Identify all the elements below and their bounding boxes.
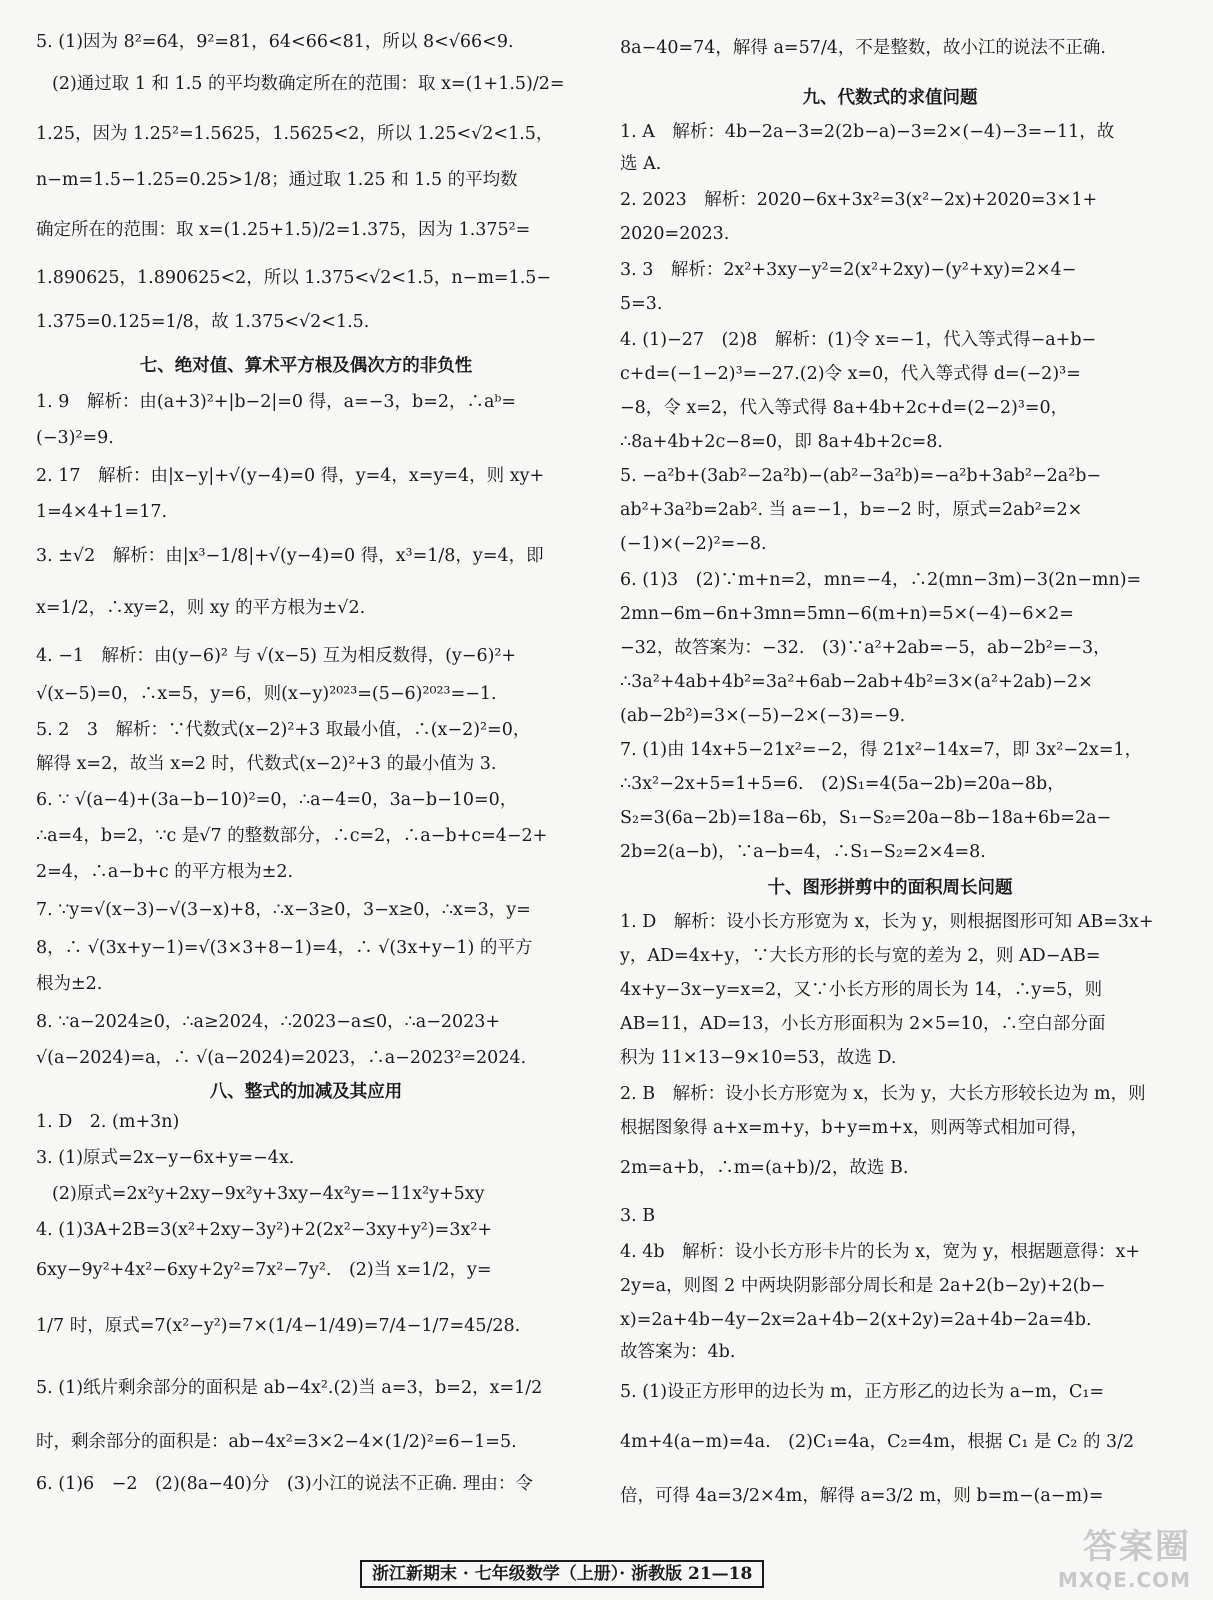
text-line: 5. (1)因为 8²=64，9²=81，64<66<81，所以 8<√66<9. xyxy=(36,32,514,52)
text-line: 根据图象得 a+x=m+y，b+y=m+x，则两等式相加可得， xyxy=(620,1118,1088,1138)
text-line: 2b=2(a−b)，∵a−b=4，∴S₁−S₂=2×4=8. xyxy=(620,842,986,862)
text-line: 5. (1)纸片剩余部分的面积是 ab−4x².(2)当 a=3，b=2，x=1/2 xyxy=(36,1378,543,1398)
text-line: 8，∴ √(3x+y−1)=√(3×3+8−1)=4，∴ √(3x+y−1) 的平方 xyxy=(36,938,533,958)
page-footer: 浙江新期末 · 七年级数学（上册）· 浙教版 21—18 xyxy=(360,1560,764,1588)
watermark-logo xyxy=(1058,1519,1191,1592)
text-line: ∴8a+4b+2c−8=0，即 8a+4b+2c=8. xyxy=(620,432,943,452)
watermark-text: 答案圈 xyxy=(1083,1527,1191,1567)
left-column xyxy=(36,18,576,1550)
text-line: ∴3a²+4ab+4b²=3a²+6ab−2ab+4b²=3×(a²+2ab)−2× xyxy=(620,672,1093,692)
text-line: 4m+4(a−m)=4a. (2)C₁=4a，C₂=4m，根据 C₁ 是 C₂ 的 3/2 xyxy=(620,1432,1135,1452)
text-line: −8，令 x=2，代入等式得 8a+4b+2c+d=(2−2)³=0， xyxy=(620,398,1069,418)
text-line: 1.25，因为 1.25²=1.5625，1.5625<2，所以 1.25<√2<1.5， xyxy=(36,124,554,144)
text-line: (ab−2b²)=3×(−5)−2×(−3)=−9. xyxy=(620,706,906,726)
text-line: 6. (1)6 −2 (2)(8a−40)分 (3)小江的说法不正确. 理由：令 xyxy=(36,1474,533,1494)
watermark-url: MXQE.COM xyxy=(1057,1568,1191,1592)
text-line: 故答案为：4b. xyxy=(620,1342,736,1362)
text-line: 5. 2 3 解析：∵代数式(x−2)²+3 取最小值，∴(x−2)²=0， xyxy=(36,720,531,740)
text-line: 4x+y−3x−y=x=2，又∵小长方形的周长为 14，∴y=5，则 xyxy=(620,980,1103,1000)
text-line: 解得 x=2，故当 x=2 时，代数式(x−2)²+3 的最小值为 3. xyxy=(36,754,497,774)
text-line: 1. D 2. (m+3n) xyxy=(36,1112,180,1132)
text-line: 1. D 解析：设小长方形宽为 x，长为 y，则根据图形可知 AB=3x+ xyxy=(620,912,1154,932)
text-line: 1. A 解析：4b−2a−3=2(2b−a)−3=2×(−4)−3=−11，故 xyxy=(620,122,1115,142)
text-line: 1/7 时，原式=7(x²−y²)=7×(1/4−1/49)=7/4−1/7=45/28. xyxy=(36,1316,521,1336)
text-line: √(a−2024)=a，∴ √(a−2024)=2023，∴a−2023²=2024. xyxy=(36,1048,527,1068)
text-line: 4. 4b 解析：设小长方形卡片的长为 x，宽为 y，根据题意得：x+ xyxy=(620,1242,1141,1262)
text-line: c+d=(−1−2)³=−27.(2)令 x=0，代入等式得 d=(−2)³= xyxy=(620,364,1081,384)
text-line: 1.375=0.125=1/8，故 1.375<√2<1.5. xyxy=(36,312,370,332)
right-column xyxy=(620,18,1160,1550)
text-line: (2)原式=2x²y+2xy−9x²y+3xy−4x²y=−11x²y+5xy xyxy=(52,1184,485,1204)
section-heading: 八、整式的加减及其应用 xyxy=(209,1082,403,1102)
text-line: 7. (1)由 14x+5−21x²=−2，得 21x²−14x=7，即 3x²−2x=1， xyxy=(620,740,1143,760)
text-line: 1. 9 解析：由(a+3)²+|b−2|=0 得，a=−3，b=2，∴aᵇ= xyxy=(36,392,517,412)
text-line: 6. (1)3 (2)∵m+n=2，mn=−4，∴2(mn−3m)−3(2n−mn)= xyxy=(620,570,1142,590)
text-line: n−m=1.5−1.25=0.25>1/8；通过取 1.25 和 1.5 的平均数 xyxy=(36,170,518,190)
text-line: (−3)²=9. xyxy=(36,428,114,448)
text-line: 2m=a+b，∴m=(a+b)/2，故选 B. xyxy=(620,1158,909,1178)
text-line: 2. 17 解析：由|x−y|+√(y−4)=0 得，y=4，x=y=4，则 xy+ xyxy=(36,466,545,486)
text-line: 确定所在的范围：取 x=(1.25+1.5)/2=1.375，因为 1.375²= xyxy=(36,220,531,240)
text-line: √(x−5)=0，∴x=5，y=6，则(x−y)²⁰²³=(5−6)²⁰²³=−1. xyxy=(36,684,497,704)
text-line: 2y=a，则图 2 中两块阴影部分周长和是 2a+2(b−2y)+2(b− xyxy=(620,1276,1106,1296)
text-line: 2mn−6m−6n+3mn=5mn−6(m+n)=5×(−4)−6×2= xyxy=(620,604,1074,624)
text-line: 8. ∵a−2024≥0，∴a≥2024，∴2023−a≤0，∴a−2023+ xyxy=(36,1012,501,1032)
text-line: x)=2a+4b−4y−2x=2a+4b−2(x+2y)=2a+4b−2a=4b. xyxy=(620,1310,1092,1330)
text-line: 2=4，∴a−b+c 的平方根为±2. xyxy=(36,862,294,882)
text-line: 5. (1)设正方形甲的边长为 m，正方形乙的边长为 a−m，C₁= xyxy=(620,1382,1105,1402)
text-line: (−1)×(−2)²=−8. xyxy=(620,534,767,554)
text-line: 4. (1)3A+2B=3(x²+2xy−3y²)+2(2x²−3xy+y²)=3x²+ xyxy=(36,1220,492,1240)
text-line: ab²+3a²b=2ab². 当 a=−1，b=−2 时，原式=2ab²=2× xyxy=(620,500,1083,520)
text-line: 根为±2. xyxy=(36,974,103,994)
text-line: 6xy−9y²+4x²−6xy+2y²=7x²−7y². (2)当 x=1/2，y= xyxy=(36,1260,492,1280)
text-line: S₂=3(6a−2b)=18a−6b，S₁−S₂=20a−8b−18a+6b=2a− xyxy=(620,808,1112,828)
text-line: 时，剩余部分的面积是：ab−4x²=3×2−4×(1/2)²=6−1=5. xyxy=(36,1432,517,1452)
text-line: 2. B 解析：设小长方形宽为 x，长为 y，大长方形较长边为 m，则 xyxy=(620,1084,1146,1104)
section-heading: 十、图形拼剪中的面积周长问题 xyxy=(767,878,1013,898)
text-line: x=1/2，∴xy=2，则 xy 的平方根为±√2. xyxy=(36,598,366,618)
text-line: 5=3. xyxy=(620,294,663,314)
text-line: 积为 11×13−9×10=53，故选 D. xyxy=(620,1048,897,1068)
text-line: 3. B xyxy=(620,1206,656,1226)
text-line: 3. ±√2 解析：由|x³−1/8|+√(y−4)=0 得，x³=1/8，y=4，即 xyxy=(36,546,544,566)
text-line: 7. ∵y=√(x−3)−√(3−x)+8，∴x−3≥0，3−x≥0，∴x=3，y= xyxy=(36,900,531,920)
text-line: 1.890625，1.890625<2，所以 1.375<√2<1.5，n−m=1.5− xyxy=(36,268,552,288)
text-line: 选 A. xyxy=(620,154,662,174)
text-line: −32，故答案为：−32. (3)∵a²+2ab=−5，ab−2b²=−3， xyxy=(620,638,1111,658)
text-line: 3. (1)原式=2x−y−6x+y=−4x. xyxy=(36,1148,295,1168)
text-line: 3. 3 解析：2x²+3xy−y²=2(x²+2xy)−(y²+xy)=2×4− xyxy=(620,260,1077,280)
text-line: 2020=2023. xyxy=(620,224,730,244)
text-line: AB=11，AD=13，小长方形面积为 2×5=10，∴空白部分面 xyxy=(620,1014,1106,1034)
text-line: y，AD=4x+y，∵大长方形的长与宽的差为 2，则 AD−AB= xyxy=(620,946,1101,966)
text-line: 4. (1)−27 (2)8 解析：(1)令 x=−1，代入等式得−a+b− xyxy=(620,330,1097,350)
section-heading: 七、绝对值、算术平方根及偶次方的非负性 xyxy=(139,356,473,376)
text-line: (2)通过取 1 和 1.5 的平均数确定所在的范围：取 x=(1+1.5)/2= xyxy=(52,74,565,94)
text-line: 4. −1 解析：由(y−6)² 与 √(x−5) 互为相反数得，(y−6)²+ xyxy=(36,646,517,666)
section-heading: 九、代数式的求值问题 xyxy=(802,88,978,108)
text-line: ∴a=4，b=2，∵c 是√7 的整数部分，∴c=2，∴a−b+c=4−2+ xyxy=(36,826,548,846)
text-line: 6. ∵ √(a−4)+(3a−b−10)²=0，∴a−4=0，3a−b−10=0， xyxy=(36,790,518,810)
text-line: 5. −a²b+(3ab²−2a²b)−(ab²−3a²b)=−a²b+3ab²−2a²b− xyxy=(620,466,1102,486)
text-line: ∴3x²−2x+5=1+5=6. (2)S₁=4(5a−2b)=20a−8b， xyxy=(620,774,1065,794)
text-line: 8a−40=74，解得 a=57/4，不是整数，故小江的说法不正确. xyxy=(620,38,1106,58)
text-line: 2. 2023 解析：2020−6x+3x²=3(x²−2x)+2020=3×1+ xyxy=(620,190,1098,210)
text-line: 倍，可得 4a=3/2×4m，解得 a=3/2 m，则 b=m−(a−m)= xyxy=(620,1486,1104,1506)
text-line: 1=4×4+1=17. xyxy=(36,502,168,522)
